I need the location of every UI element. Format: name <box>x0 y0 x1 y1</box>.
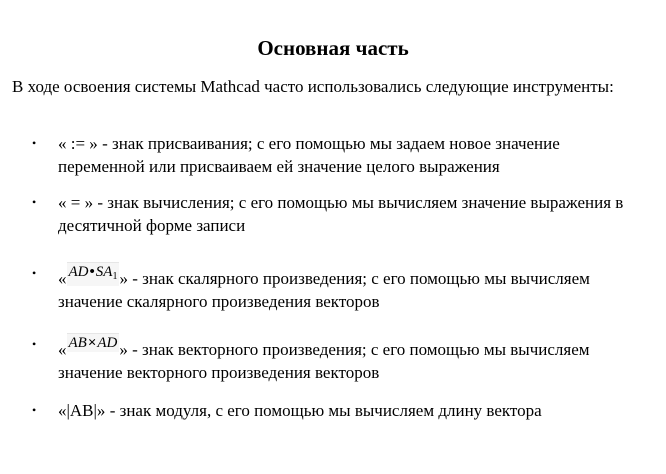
cross-operator-icon: × <box>87 335 97 351</box>
list-item-text <box>58 399 628 422</box>
close-quote: » <box>119 340 128 359</box>
list-item-text <box>58 262 628 313</box>
bullet-icon: • <box>32 337 37 351</box>
bullet-icon: • <box>32 195 37 209</box>
bullet-icon: • <box>32 136 37 150</box>
list-item-text <box>58 191 628 237</box>
formula-right: SA <box>95 264 113 280</box>
evaluation-sign: « = » <box>58 193 94 212</box>
formula-subscript: 1 <box>112 271 118 282</box>
dot-operator-icon: • <box>89 264 95 280</box>
open-quote: « <box>58 340 67 359</box>
list-item-text <box>58 132 628 178</box>
bullet-icon: • <box>32 266 37 280</box>
bullet-icon: • <box>32 403 37 417</box>
item-description: - знак модуля, с его помощью мы вычисляем длину вектора <box>105 401 542 420</box>
assignment-sign: « := » <box>58 134 98 153</box>
intro-paragraph: В ходе освоения системы Mathcad часто использовались следующие инструменты: <box>12 77 614 96</box>
item-description: - знак присваивания; с его помощью мы задаем новое значение переменной или присваиваем ей значение целого выражения <box>58 134 560 176</box>
formula-right: AD <box>97 335 118 351</box>
formula-left: AB <box>68 335 87 351</box>
item-description: - знак вычисления; с его помощью мы вычисляем значение выражения в десятичной форме записи <box>58 193 624 235</box>
modulus-sign: «|AB|» <box>58 401 106 420</box>
scalar-product-formula <box>67 262 120 286</box>
close-quote: » <box>119 269 128 288</box>
open-quote: « <box>58 269 67 288</box>
formula-left: AD <box>68 264 89 280</box>
list-item-text <box>58 333 628 384</box>
item-description: - знак векторного произведения; с его помощью мы вычисляем значение векторного произведения векторов <box>58 340 590 382</box>
vector-product-formula <box>67 333 120 352</box>
page-title: Основная часть <box>257 36 409 60</box>
item-description: - знак скалярного произведения; с его помощью мы вычисляем значение скалярного произведения векторов <box>58 269 590 311</box>
